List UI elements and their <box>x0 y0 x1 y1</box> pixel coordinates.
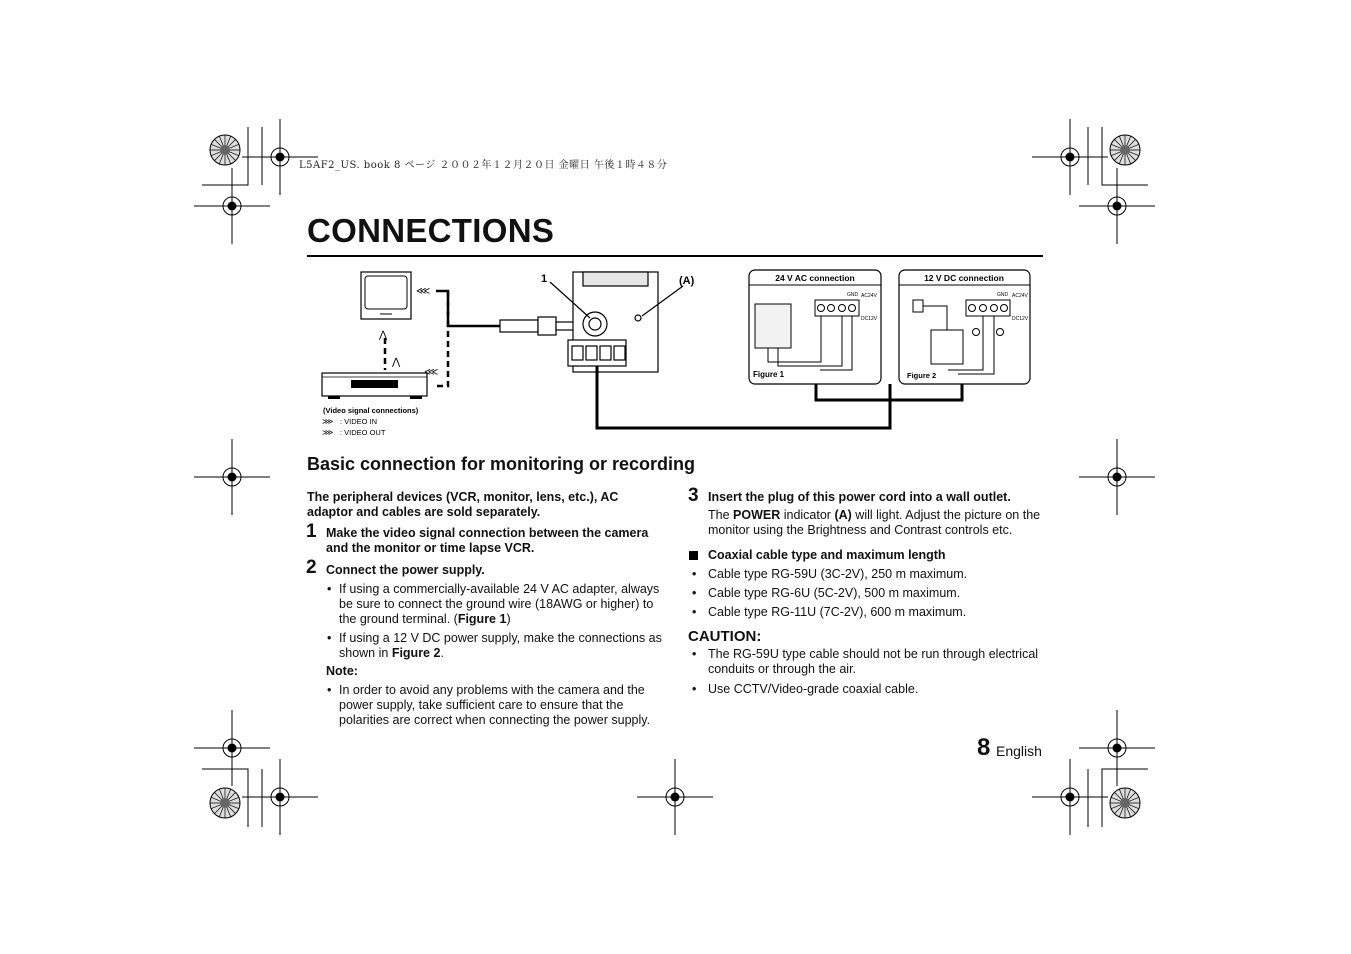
video-signal-legend-title: (Video signal connections) <box>323 406 419 415</box>
svg-text:⋘: ⋘ <box>416 286 431 297</box>
square-bullet-icon <box>689 551 698 560</box>
callout-a-label: (A) <box>679 275 695 287</box>
page-number: 8 <box>977 734 991 761</box>
registration-star-icon <box>210 135 240 165</box>
bullet-dot: • <box>692 682 697 696</box>
gnd-label: GND <box>847 292 859 298</box>
step-1-text: Make the video signal connection between the camera and the monitor or time lapse VCR. <box>326 526 649 555</box>
intro-text: The peripheral devices (VCR, monitor, lens, etc.), AC adaptor and cables are sold separately. <box>307 490 619 519</box>
bullet-dot: • <box>327 631 332 645</box>
camera-icon <box>568 272 658 372</box>
coax-heading: Coaxial cable type and maximum length <box>708 548 946 562</box>
registration-star-icon <box>210 788 240 818</box>
caution-label: CAUTION: <box>688 628 762 645</box>
bullet-dot: • <box>692 605 697 619</box>
coax-item: Cable type RG-59U (3C-2V), 250 m maximum. <box>708 567 968 581</box>
dc12v-label: DC12V <box>861 316 878 322</box>
vcr-icon <box>322 373 427 399</box>
registration-star-icon <box>1110 135 1140 165</box>
svg-text:⋀: ⋀ <box>379 330 388 341</box>
bullet-dc-supply: If using a 12 V DC power supply, make the connections as shown in Figure 2. <box>339 631 662 660</box>
monitor-icon <box>361 272 411 319</box>
bullet-dot: • <box>692 567 697 581</box>
video-out-legend: : VIDEO OUT <box>340 428 386 437</box>
callout-1-label: 1 <box>541 273 548 285</box>
title-rule <box>307 255 1043 257</box>
figure-1-caption: Figure 1 <box>753 370 785 379</box>
ac-box-title: 24 V AC connection <box>775 273 855 283</box>
svg-text:⋘: ⋘ <box>424 367 439 378</box>
caution-item: The RG-59U type cable should not be run through electrical conduits or through the air. <box>708 647 1039 676</box>
connection-diagram <box>300 262 1040 442</box>
ac24v-label: AC24V <box>861 293 877 299</box>
registration-star-icon <box>1110 788 1140 818</box>
coax-item: Cable type RG-11U (7C-2V), 600 m maximum. <box>708 605 967 619</box>
step-3-detail: The POWER indicator (A) will light. Adjust the picture on the monitor using the Brightness and Contrast controls etc. <box>708 508 1041 537</box>
note-text: In order to avoid any problems with the camera and the power supply, take sufficient care to ensure that the polarities are correct when connecting the power supply. <box>339 683 651 727</box>
dc-connection-box <box>899 270 1030 384</box>
step-3-number: 3 <box>688 485 699 506</box>
coax-item: Cable type RG-6U (5C-2V), 500 m maximum. <box>708 586 961 600</box>
print-header: L5AF2_US. book 8 ページ ２００２年１２月２０日 金曜日 午後１時４８分 <box>299 160 668 171</box>
bullet-dot: • <box>692 586 697 600</box>
dc-box-title: 12 V DC connection <box>924 273 1004 283</box>
step-2-number: 2 <box>306 557 317 578</box>
bullet-dot: • <box>692 647 697 661</box>
bullet-dot: • <box>327 683 332 697</box>
gnd-label-dc: GND <box>997 292 1009 298</box>
figure-2-caption: Figure 2 <box>907 371 937 380</box>
video-out-arrow-icon: ⋙ <box>322 428 334 437</box>
svg-text:⋀: ⋀ <box>392 357 401 368</box>
bullet-dot: • <box>327 582 332 596</box>
step-1-number: 1 <box>306 521 317 542</box>
page-title: CONNECTIONS <box>307 212 555 249</box>
step-3-text: Insert the plug of this power cord into a wall outlet. <box>708 490 1011 504</box>
ac-connection-box <box>749 270 881 384</box>
note-label: Note: <box>326 664 358 678</box>
video-in-legend: : VIDEO IN <box>340 417 378 426</box>
caution-item: Use CCTV/Video-grade coaxial cable. <box>708 682 919 696</box>
video-in-arrow-icon: ⋙ <box>322 417 334 426</box>
ac24v-label-dc: AC24V <box>1012 293 1028 299</box>
dc12v-label-dc: DC12V <box>1012 316 1029 322</box>
section-title: Basic connection for monitoring or recording <box>307 454 696 474</box>
step-2-text: Connect the power supply. <box>326 563 485 577</box>
language-label: English <box>996 743 1042 759</box>
bullet-ac-adapter: If using a commercially-available 24 V AC adapter, always be sure to connect the ground wire (18AWG or higher) to the ground terminal. (Figure 1) <box>339 582 660 626</box>
